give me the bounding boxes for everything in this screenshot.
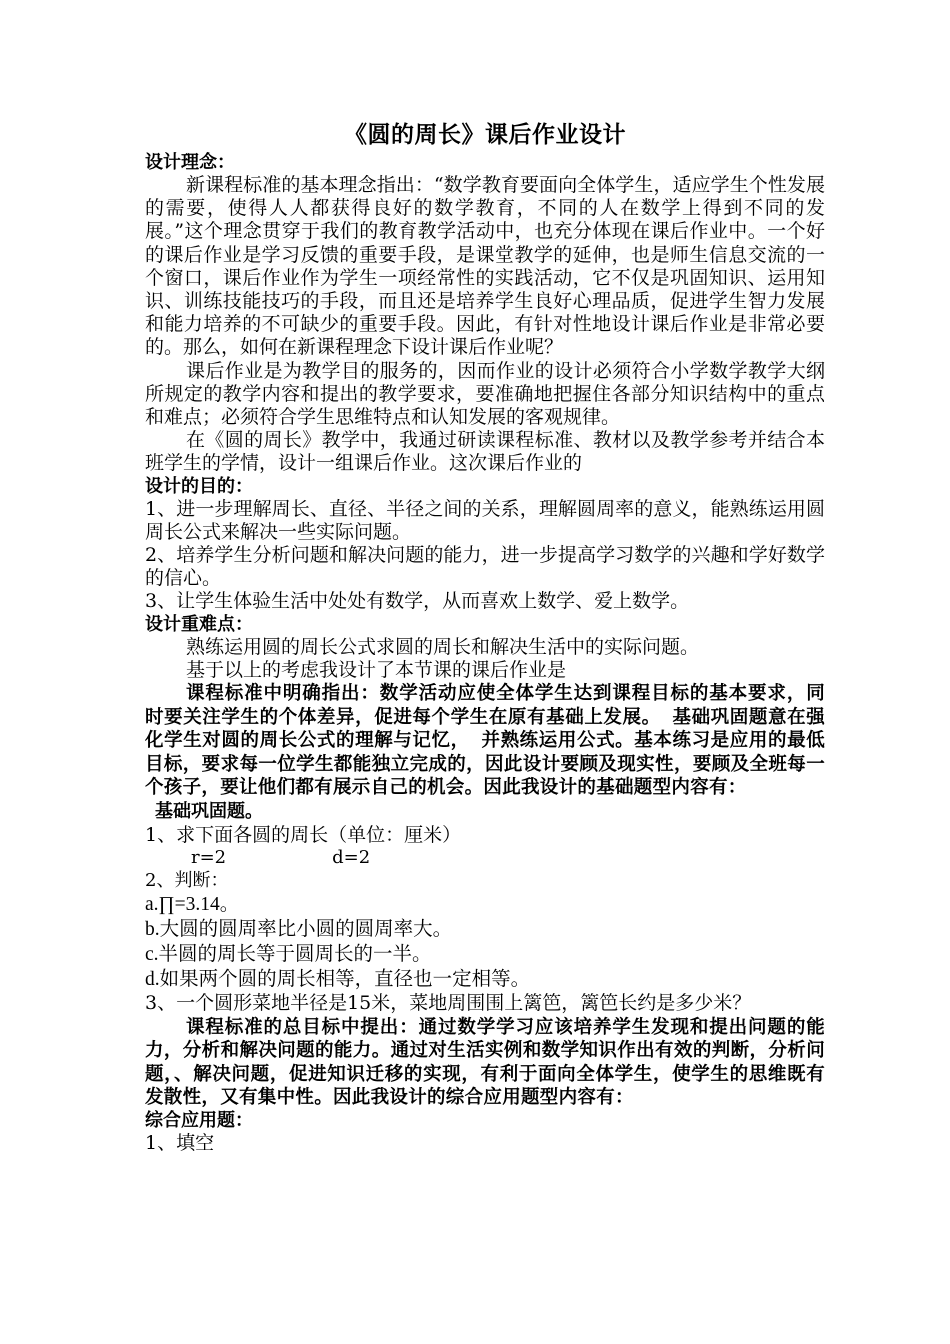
radius-value: r=2 xyxy=(191,847,227,869)
circle-values-row xyxy=(145,847,825,869)
judge-item-a: a.∏=3.14。 xyxy=(145,894,240,916)
key-points-heading: 设计重难点： xyxy=(145,613,253,635)
goal-item-2: 2、培养学生分析问题和解决问题的能力，进一步提高学习数学的兴趣和学好数学的信心。 xyxy=(145,544,825,590)
key-points-paragraph: 熟练运用圆的周长公式求圆的周长和解决生活中的实际问题。 xyxy=(186,635,700,658)
overall-goal-paragraph: 课程标准的总目标中提出：通过数学学习应该培养学生发现和提出问题的能力，分析和解决问题的能力。通过对生活实例和数学知识作出有效的判断，分析问题，、解决问题，促进知识迁移的实现，有利于面向全体学生，使学生的思维既有发散性，又有集中性。因此我设计的综合应用题型内容有： xyxy=(145,1016,825,1109)
judge-item-b: b.大圆的圆周率比小圆的圆周率大。 xyxy=(145,919,453,941)
document-page xyxy=(145,118,825,1155)
judge-item-c: c.半圆的周长等于圆周长的一半。 xyxy=(145,944,432,966)
goal-item-1: 1、进一步理解周长、直径、半径之间的关系，理解圆周率的意义，能熟练运用圆周长公式来解决一些实际问题。 xyxy=(145,497,825,543)
basic-exercise-heading: 基础巩固题。 xyxy=(155,800,263,822)
concept-paragraph-1: 新课程标准的基本理念指出：“数学教育要面向全体学生，适应学生个性发展的需要，使得人人都获得良好的数学教育，不同的人在数学上得到不同的发展。”这个理念贯穿于我们的教育教学活动中，也充分体现在课后作业中。一个好的课后作业是学习反馈的重要手段，是课堂教学的延伸，也是师生信息交流的一个窗口，课后作业作为学生一项经常性的实践活动，它不仅是巩固知识、运用知识、训练技能技巧的手段，而且还是培养学生良好心理品质，促进学生智力发展和能力培养的不可缺少的重要手段。因此，有针对性地设计课后作业是非常必要的。那么，如何在新课程理念下设计课后作业呢？ xyxy=(145,174,825,359)
concept-paragraph-2: 课后作业是为教学目的服务的，因而作业的设计必须符合小学数学教学大纲所规定的教学内容和提出的教学要求，要准确地把握住各部分知识结构中的重点和难点；必须符合学生思维特点和认知发展的客观规律。 xyxy=(145,359,825,429)
basic-question-2: 2、判断： xyxy=(145,870,229,892)
concept-paragraph-3: 在《圆的周长》教学中，我通过研读课程标准、教材以及教学参考并结合本班学生的学情，设计一组课后作业。这次课后作业的 xyxy=(145,429,825,475)
goal-item-3: 3、让学生体验生活中处处有数学，从而喜欢上数学、爱上数学。 xyxy=(145,590,690,613)
basic-question-3: 3、一个圆形菜地半径是15米，菜地周围围上篱笆，篱笆长约是多少米？ xyxy=(145,992,752,1015)
applied-exercise-heading: 综合应用题： xyxy=(145,1109,253,1131)
curriculum-standard-paragraph: 课程标准中明确指出：数学活动应使全体学生达到课程目标的基本要求，同时要关注学生的个体差异，促进每个学生在原有基础上发展。 基础巩固题意在强化学生对圆的周长公式的理解与记忆， 并熟练运用公式。基本练习是应用的最低目标，要求每一位学生都能独立完成的，因此设计要顾及现实性，要顾及全班每一个孩子，要让他们都有展示自己的机会。因此我设计的基础题型内容有： xyxy=(145,683,825,799)
basic-question-1: 1、求下面各圆的周长（单位：厘米） xyxy=(145,823,462,846)
key-points-intro: 基于以上的考虑我设计了本节课的课后作业是 xyxy=(186,658,567,681)
judge-item-d: d.如果两个圆的周长相等，直径也一定相等。 xyxy=(145,969,531,991)
goals-heading: 设计的目的： xyxy=(145,475,253,497)
concept-heading: 设计理念： xyxy=(145,152,235,173)
diameter-value: d=2 xyxy=(332,847,371,869)
document-title: 《圆的周长》课后作业设计 xyxy=(344,122,626,148)
applied-question-1: 1、填空 xyxy=(145,1131,215,1154)
